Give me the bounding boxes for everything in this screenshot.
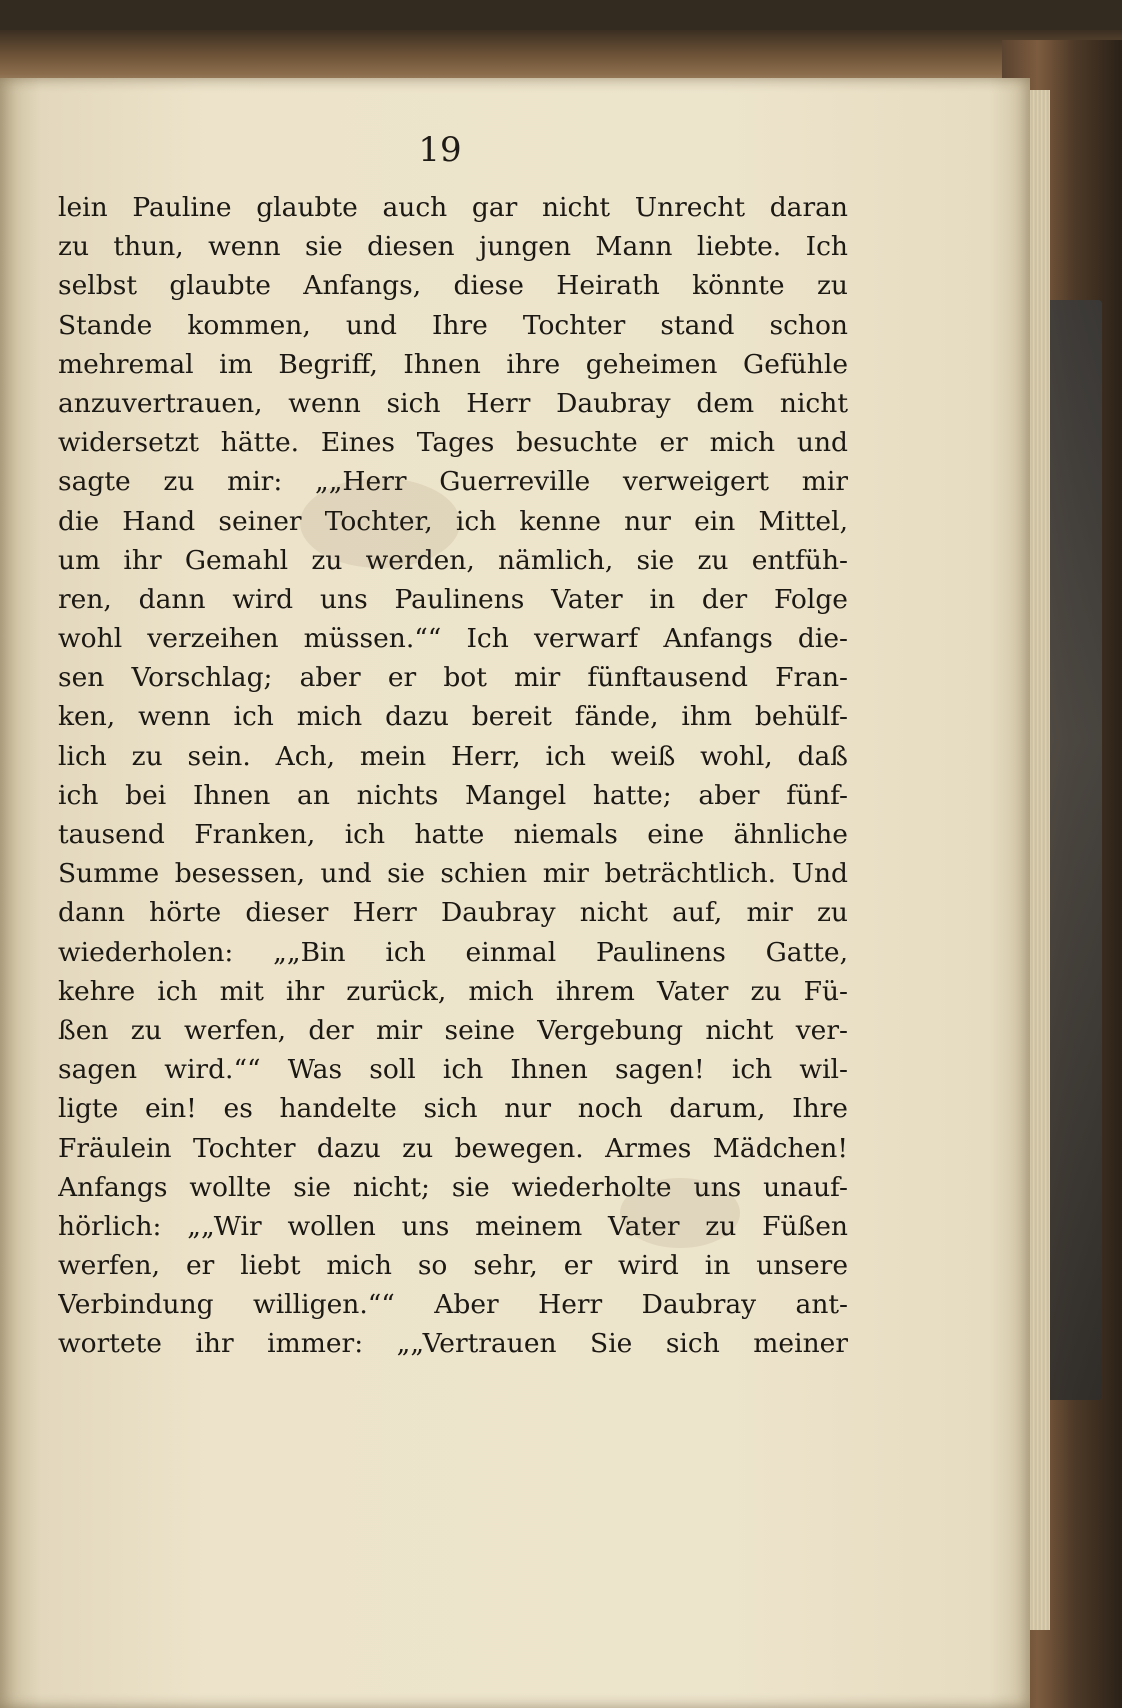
text-line: werfen, er liebt mich so sehr, er wird in unsere <box>58 1250 848 1282</box>
text-line: sagte zu mir: „„Herr Guerreville verweigert mir <box>58 466 848 498</box>
book-page <box>0 78 1030 1708</box>
text-line: dann hörte dieser Herr Daubray nicht auf, mir zu <box>58 897 848 929</box>
text-line: hörlich: „„Wir wollen uns meinem Vater zu Füßen <box>58 1210 848 1242</box>
text-line: wortete ihr immer: „„Vertrauen Sie sich meiner <box>58 1328 848 1360</box>
text-line: um ihr Gemahl zu werden, nämlich, sie zu entfüh- <box>58 544 848 576</box>
text-line: lich zu sein. Ach, mein Herr, ich weiß wohl, daß <box>58 740 848 772</box>
text-line: ligte ein! es handelte sich nur noch darum, Ihre <box>58 1093 848 1125</box>
text-line: wiederholen: „„Bin ich einmal Paulinens Gatte, <box>58 936 848 968</box>
binding-worn-area <box>1042 300 1102 1400</box>
text-line: ßen zu werfen, der mir seine Vergebung nicht ver- <box>58 1014 848 1046</box>
text-line: anzuvertrauen, wenn sich Herr Daubray dem nicht <box>58 387 848 419</box>
text-line: kehre ich mit ihr zurück, mich ihrem Vater zu Fü- <box>58 975 848 1007</box>
text-line: Stande kommen, und Ihre Tochter stand schon <box>58 309 848 341</box>
text-line: ken, wenn ich mich dazu bereit fände, ihm behülf- <box>58 701 848 733</box>
text-line: wohl verzeihen müssen.““ Ich verwarf Anfangs die- <box>58 623 848 655</box>
text-line: widersetzt hätte. Eines Tages besuchte er mich und <box>58 427 848 459</box>
text-line: lein Pauline glaubte auch gar nicht Unrecht daran <box>58 192 848 223</box>
text-line: Fräulein Tochter dazu zu bewegen. Armes Mädchen! <box>58 1132 848 1164</box>
text-line: ich bei Ihnen an nichts Mangel hatte; aber fünf- <box>58 779 848 811</box>
page-number: 19 <box>418 130 462 170</box>
text-line: ren, dann wird uns Paulinens Vater in der Folge <box>58 583 848 615</box>
text-line: zu thun, wenn sie diesen jungen Mann liebte. Ich <box>58 231 848 263</box>
text-line: sagen wird.““ Was soll ich Ihnen sagen! ich wil- <box>58 1054 848 1086</box>
text-line: mehremal im Begriff, Ihnen ihre geheimen Gefühle <box>58 348 848 380</box>
text-line: selbst glaubte Anfangs, diese Heirath könnte zu <box>58 270 848 302</box>
text-line: Verbindung willigen.““ Aber Herr Daubray ant- <box>58 1289 848 1321</box>
text-line: Anfangs wollte sie nicht; sie wiederholte uns unauf- <box>58 1171 848 1203</box>
text-line: die Hand seiner Tochter, ich kenne nur ein Mittel, <box>58 505 848 537</box>
page-text <box>58 188 848 1364</box>
text-line: tausend Franken, ich hatte niemals eine ähnliche <box>58 819 848 850</box>
text-line: Summe besessen, und sie schien mir beträchtlich. Und <box>58 858 848 890</box>
text-line: sen Vorschlag; aber er bot mir fünftausend Fran- <box>58 662 848 694</box>
